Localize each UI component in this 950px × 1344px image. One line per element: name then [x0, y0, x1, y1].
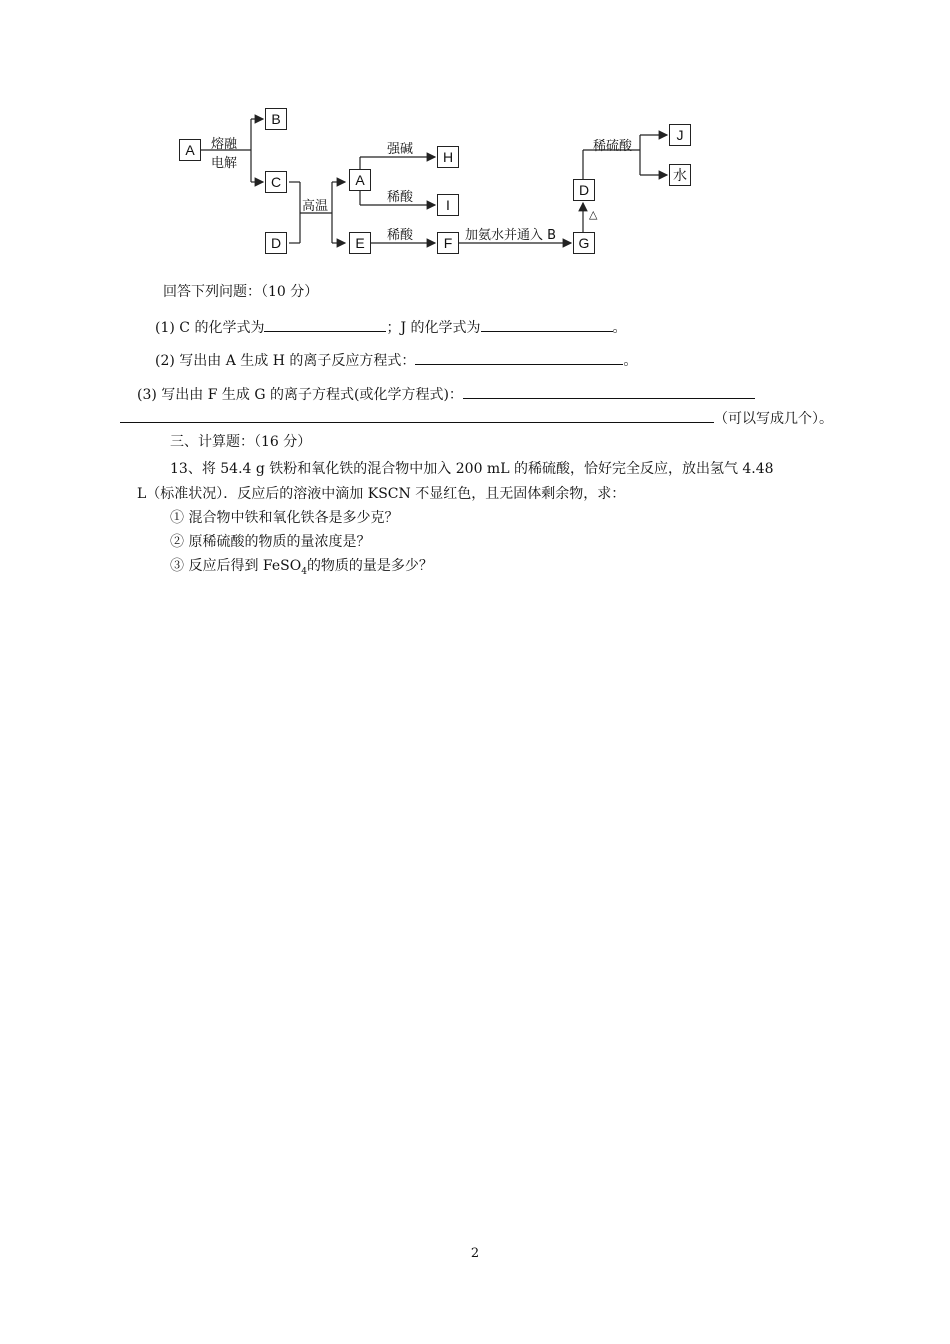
node-h: H [437, 146, 459, 168]
question-2-text: (2) 写出由 A 生成 H 的离子反应方程式： [155, 353, 416, 369]
reaction-flow-diagram [165, 95, 725, 265]
node-e: E [349, 232, 371, 254]
question-3 [137, 383, 755, 405]
problem-13-sub-3-subscript: 4 [301, 566, 307, 577]
node-j: J [669, 124, 691, 146]
label-electrolysis: 电解 [211, 156, 238, 171]
label-melt: 熔融 [211, 137, 238, 152]
problem-13-sub-3-post: 的物质的量是多少？ [306, 558, 433, 574]
node-b: B [265, 108, 287, 130]
label-high-temp: 高温 [302, 199, 329, 214]
answer-blank-c[interactable] [264, 316, 386, 332]
node-c: C [265, 171, 287, 193]
node-i: I [437, 194, 459, 216]
label-dilute-acid-2: 稀酸 [387, 228, 414, 243]
answer-blank-a-to-h[interactable] [415, 349, 623, 365]
node-d-right: D [573, 179, 595, 201]
label-ammonia: 加氨水并通入 B [465, 228, 557, 243]
node-a-mid: A [349, 169, 371, 191]
question-3-cont [120, 407, 833, 429]
node-a-start: A [179, 139, 201, 161]
label-dilute-acid-1: 稀酸 [387, 190, 414, 205]
problem-13-sub-1: ① 混合物中铁和氧化铁各是多少克？ [170, 510, 399, 526]
problem-13-sub-3-pre: ③ 反应后得到 FeSO [170, 558, 302, 574]
question-1-text-a: (1) C 的化学式为 [155, 320, 265, 336]
node-d-left: D [265, 232, 287, 254]
question-1-end: 。 [612, 320, 627, 336]
question-3-end: （可以写成几个）。 [714, 411, 833, 427]
question-1-text-b: ；J 的化学式为 [386, 320, 481, 336]
question-1 [155, 316, 627, 338]
answer-blank-j[interactable] [481, 316, 613, 332]
label-dilute-sulfuric: 稀硫酸 [593, 139, 633, 154]
answer-blank-f-to-g-2[interactable] [120, 407, 714, 423]
question-2-end: 。 [623, 353, 638, 369]
questions-intro: 回答下列问题：（10 分） [163, 284, 319, 300]
node-water: 水 [669, 164, 691, 186]
section-3-title: 三、计算题：（16 分） [170, 434, 312, 450]
question-2 [155, 349, 637, 371]
node-g: G [573, 232, 595, 254]
page-number: 2 [470, 1246, 480, 1261]
problem-13-sub-2: ② 原稀硫酸的物质的量浓度是？ [170, 534, 371, 550]
label-heat: △ [589, 208, 598, 221]
problem-13-line-2: L（标准状况）．反应后的溶液中滴加 KSCN 不显红色，且无固体剩余物，求： [137, 486, 626, 502]
label-strong-base: 强碱 [387, 142, 414, 157]
problem-13-sub-3 [170, 556, 433, 582]
node-f: F [437, 232, 459, 254]
problem-13-line-1: 13、将 54.4 g 铁粉和氧化铁的混合物中加入 200 mL 的稀硫酸，恰好完全反应，放出氢气 4.48 [170, 461, 774, 477]
answer-blank-f-to-g-1[interactable] [463, 383, 755, 399]
question-3-text: (3) 写出由 F 生成 G 的离子方程式(或化学方程式)： [137, 387, 463, 403]
